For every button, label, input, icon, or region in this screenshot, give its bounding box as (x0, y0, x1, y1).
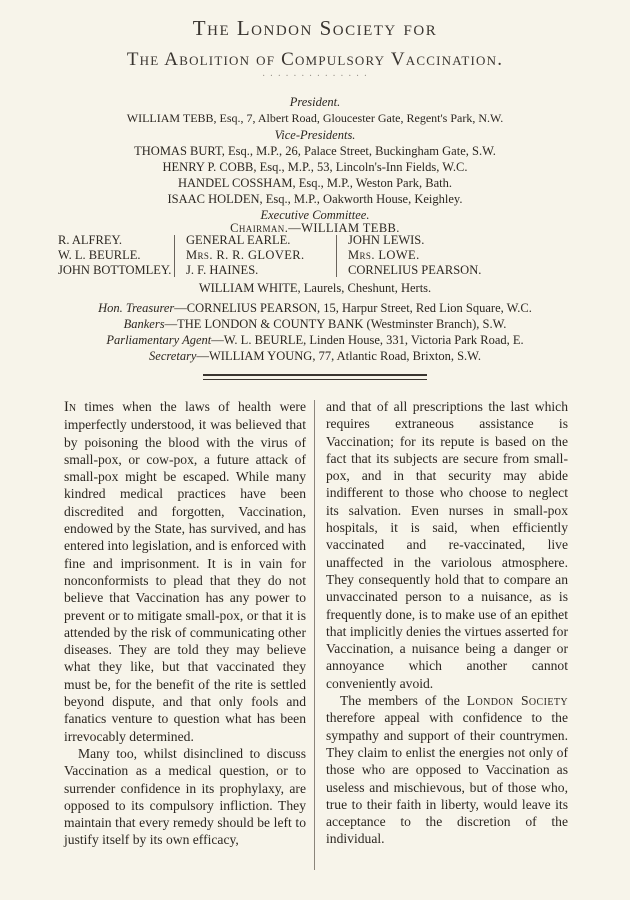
vice-president-4: ISAAC HOLDEN, Esq., M.P., Oakworth House, Keighley. (167, 192, 463, 206)
secretary-line (0, 349, 630, 364)
committee-member: JOHN LEWIS. (348, 233, 425, 247)
body-paragraph: The members of the London Society therefore appeal with confidence to the sympathy and support of their countrymen. They claim to enlist the energies not only of those who are opposed to Vaccination as useless and mischievous, but of those who, true to their faith in liberty, would leave its acceptance to the discretion of the individual. (326, 693, 568, 847)
agent-line (0, 333, 630, 348)
executive-committee-label: Executive Committee. (260, 208, 370, 222)
committee-member: JOHN BOTTOMLEY. (58, 263, 172, 277)
committee-column-3 (348, 233, 481, 278)
society-name: London Society (466, 693, 568, 709)
president-label: President. (289, 95, 341, 109)
bankers-detail: —THE LONDON & COUNTY BANK (Westminster Branch), S.W. (164, 317, 507, 331)
body-paragraph: Many too, whilst disinclined to discuss Vaccination as a medical question, or to surrender confidence in its prophylaxy, are opposed to its compulsory infliction. They maintain that every remedy should be left to justify itself by its own efficacy, (64, 745, 306, 848)
body-paragraph: and that of all prescriptions the last which requires extraneous assistance is Vaccination; for its repute is based on the fact that its subjects are secure from small-pox, and in that security may abide indifferent to those who choose to neglect its salvation. Even nurses in small-pox hospitals, it is said, when efficiently vaccinated and re-vaccinated, live unaffected in the variolous atmosphere. They consequently hold that to compare an unvaccinated person to a nuisance, as is frequently done, is to make use of an epithet that implicitly denies the virtues asserted for Vaccination, a nuisance being a danger or annoyance which another cannot conveniently avoid. (326, 399, 568, 691)
committee-last-member: WILLIAM WHITE, Laurels, Cheshunt, Herts. (198, 281, 432, 295)
secretary-label: Secretary (149, 349, 197, 363)
divider-rule (203, 374, 427, 376)
body-column-left (64, 398, 306, 849)
society-title-line-2: The Abolition of Compulsory Vaccination. (126, 49, 504, 70)
committee-column-2 (186, 233, 305, 278)
column-divider (336, 235, 337, 277)
body-column-right (326, 398, 568, 848)
bankers-label: Bankers (123, 317, 165, 331)
column-separator (314, 400, 315, 870)
president-line: WILLIAM TEBB, Esq., 7, Albert Road, Gloucester Gate, Regent's Park, N.W. (126, 111, 504, 125)
column-divider (174, 235, 175, 277)
committee-member: CORNELIUS PEARSON. (348, 263, 482, 277)
committee-member: GENERAL EARLE. (186, 233, 291, 247)
society-title-line-1: The London Society for (192, 16, 438, 40)
title-ornament: · · · · · · · · · · · · · · (261, 71, 369, 82)
agent-label: Parliamentary Agent (106, 333, 212, 347)
committee-member: W. L. BEURLE. (58, 248, 141, 262)
committee-column-1 (58, 233, 171, 278)
secretary-detail: —WILLIAM YOUNG, 77, Atlantic Road, Brixton, S.W. (196, 349, 481, 363)
treasurer-line (0, 301, 630, 316)
opening-words: In (64, 399, 77, 415)
vice-president-2: HENRY P. COBB, Esq., M.P., 53, Lincoln's-Inn Fields, W.C. (162, 160, 468, 174)
committee-member: Mrs. R. R. GLOVER. (186, 248, 305, 262)
vice-president-3: HANDEL COSSHAM, Esq., M.P., Weston Park, Bath. (177, 176, 452, 190)
treasurer-detail: —CORNELIUS PEARSON, 15, Harpur Street, Red Lion Square, W.C. (174, 301, 532, 315)
chairman-line: Chairman.—WILLIAM TEBB. (230, 221, 400, 235)
bankers-line (0, 317, 630, 332)
divider-rule (203, 379, 427, 380)
vice-president-1: THOMAS BURT, Esq., M.P., 26, Palace Street, Buckingham Gate, S.W. (134, 144, 496, 158)
committee-member: J. F. HAINES. (186, 263, 259, 277)
agent-detail: —W. L. BEURLE, Linden House, 331, Victoria Park Road, E. (211, 333, 524, 347)
committee-list (58, 233, 578, 278)
committee-member: Mrs. LOWE. (348, 248, 420, 262)
body-paragraph: In times when the laws of health were imperfectly understood, it was believed that by poisoning the blood with the virus of small-pox, or cow-pox, a future attack of small-pox might be escaped. While many kindred medical practices have been discredited and forgotten, Vaccination, endowed by the State, has survived, and has entered into legislation, and is enforced with fine and imprisonment. It is in vain for nonconformists to plead that they do not believe that Vaccination has any power to prevent or to mitigate small-pox, or that it is attended by the risk of communicating other diseases. They are told they may believe what they like, but that vaccinated they must be, for the benefit of the rite is settled beyond dispute, and that only fools and fanatics venture to question what has been irrevocably determined. (64, 399, 306, 744)
treasurer-label: Hon. Treasurer (98, 301, 175, 315)
vice-presidents-label: Vice-Presidents. (274, 128, 356, 142)
committee-member: R. ALFREY. (58, 233, 123, 247)
